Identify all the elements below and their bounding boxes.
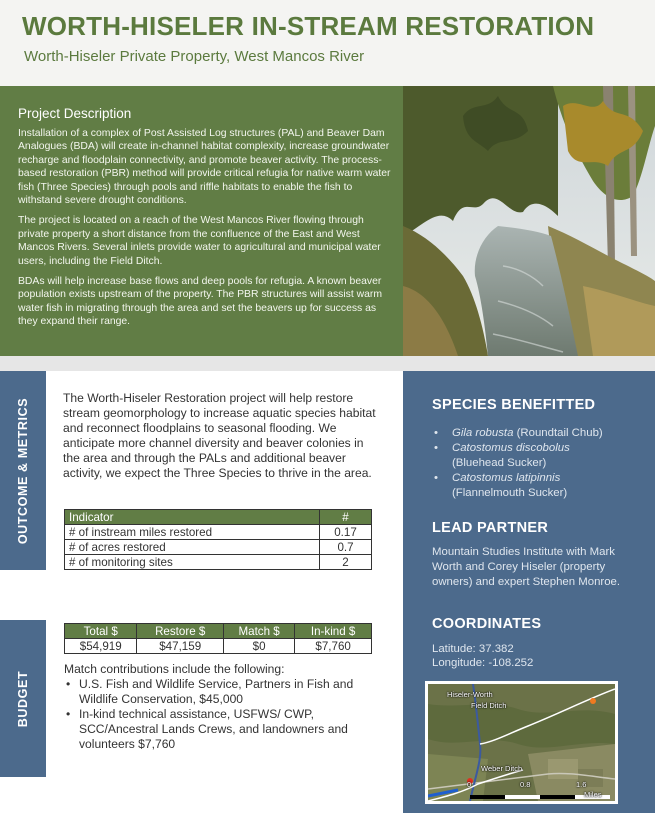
budget-inkind-value: $7,760 xyxy=(295,639,372,654)
coordinates-heading: COORDINATES xyxy=(432,616,542,632)
page-title: WORTH-HISELER IN-STREAM RESTORATION xyxy=(22,11,595,41)
budget-total-value: $54,919 xyxy=(65,639,137,654)
metric-label: # of instream miles restored xyxy=(65,525,320,540)
budget-list xyxy=(64,677,382,752)
longitude: Longitude: -108.252 xyxy=(432,657,534,669)
list-item xyxy=(432,426,647,441)
metrics-table xyxy=(64,509,372,570)
outcome-text: The Worth-Hiseler Restoration project will help restore stream geomorphology to increase aquatic species habitat and reconnect floodplains to seasonal flooding. We anticipate more channel diversity and beaver colonies in the area and through the PALs and additional beaver activity, we expect the Three Species to thrive in the area. xyxy=(63,391,376,481)
map-scale-1: 0.8 xyxy=(520,780,531,789)
species-common-name: (Flannelmouth Sucker) xyxy=(452,487,568,499)
metric-label: # of acres restored xyxy=(65,540,320,555)
budget-table xyxy=(64,623,372,654)
page-subtitle: Worth-Hiseler Private Property, West Mancos River xyxy=(24,48,365,65)
title-band xyxy=(0,0,655,86)
metrics-header-indicator: Indicator xyxy=(65,510,320,525)
budget-header-match: Match $ xyxy=(223,624,294,639)
list-item: • In-kind technical assistance, USFWS/ CWP, SCC/Ancestral Lands Crews, and landowners and volunteers $7,760 xyxy=(64,707,382,752)
latitude: Latitude: 37.382 xyxy=(432,643,514,655)
budget-header-total: Total $ xyxy=(65,624,137,639)
project-description-heading: Project Description xyxy=(18,106,132,121)
river-photo xyxy=(403,86,655,356)
budget-header-row xyxy=(65,624,372,639)
budget-header-restore: Restore $ xyxy=(137,624,224,639)
description-paragraph: The project is located on a reach of the West Mancos River flowing through private property a short distance from the confluence of the East and West Mancos Rivers. Several inlets provide water to agricultural and municipal water users, including the Field Ditch. xyxy=(18,215,381,267)
species-scientific-name: Catostomus discobolus xyxy=(452,442,570,454)
table-row xyxy=(65,540,372,555)
table-row xyxy=(65,555,372,570)
species-scientific-name: Catostomus latipinnis xyxy=(452,472,561,484)
lead-partner-heading: LEAD PARTNER xyxy=(432,520,549,536)
metric-value: 0.7 xyxy=(320,540,372,555)
species-list xyxy=(432,426,647,501)
budget-restore-value: $47,159 xyxy=(137,639,224,654)
outcome-metrics-tab xyxy=(0,371,46,570)
description-paragraph: BDAs will help increase base flows and deep pools for refugia. A known beaver population exists upstream of the property. The PBR structures will assist warm water fish in migrating through the area and set the beavers up for success as they expand their range. xyxy=(18,276,383,328)
river-photo-illustration xyxy=(403,86,655,356)
budget-header-inkind: In-kind $ xyxy=(295,624,372,639)
map-scale-0: 0 xyxy=(467,780,472,789)
map-label-weber-ditch: Weber Ditch xyxy=(481,764,523,773)
outcome-metrics-tab-label: OUTCOME & METRICS xyxy=(16,397,30,544)
metrics-header-count: # xyxy=(320,510,372,525)
lead-partner-text: Mountain Studies Institute with Mark Worth and Corey Hiseler (property owners) and expert Stephen Monroe. xyxy=(432,546,621,588)
species-heading: SPECIES BENEFITTED xyxy=(432,397,596,413)
metric-value: 2 xyxy=(320,555,372,570)
description-paragraph: Installation of a complex of Post Assisted Log structures (PAL) and Beaver Dam Analogues (BDA) will create in-channel habitat complexity, increase groundwater recharge and floodplain connectivity, and promote beaver activity. The process-based restoration (PBR) method will provide critical refugia for native warm water fish (Three Species) through pools and riffle habitats to enable the fish to withstand severe drought conditions. xyxy=(18,128,391,207)
table-row xyxy=(65,639,372,654)
map-label-property: Hiseler-Worth xyxy=(447,690,493,699)
list-item: • U.S. Fish and Wildlife Service, Partners in Fish and Wildlife Conservation, $45,000 xyxy=(64,677,382,707)
table-row xyxy=(65,525,372,540)
location-map xyxy=(425,681,618,804)
budget-tab-label: BUDGET xyxy=(16,670,31,727)
map-scale-2: 1.6 xyxy=(576,780,587,789)
map-label-field-ditch: Field Ditch xyxy=(471,701,507,710)
metric-label: # of monitoring sites xyxy=(65,555,320,570)
metric-value: 0.17 xyxy=(320,525,372,540)
map-scale-unit: Miles xyxy=(584,790,602,799)
list-item xyxy=(432,471,647,501)
project-description-panel xyxy=(0,86,403,356)
section-divider xyxy=(0,356,655,371)
species-common-name: (Roundtail Chub) xyxy=(516,427,603,439)
budget-tab xyxy=(0,620,46,777)
list-item xyxy=(432,441,647,471)
species-scientific-name: Gila robusta xyxy=(452,427,514,439)
metrics-header-row xyxy=(65,510,372,525)
budget-match-value: $0 xyxy=(223,639,294,654)
species-common-name: (Bluehead Sucker) xyxy=(452,457,547,469)
budget-intro: Match contributions include the following: xyxy=(64,662,285,676)
